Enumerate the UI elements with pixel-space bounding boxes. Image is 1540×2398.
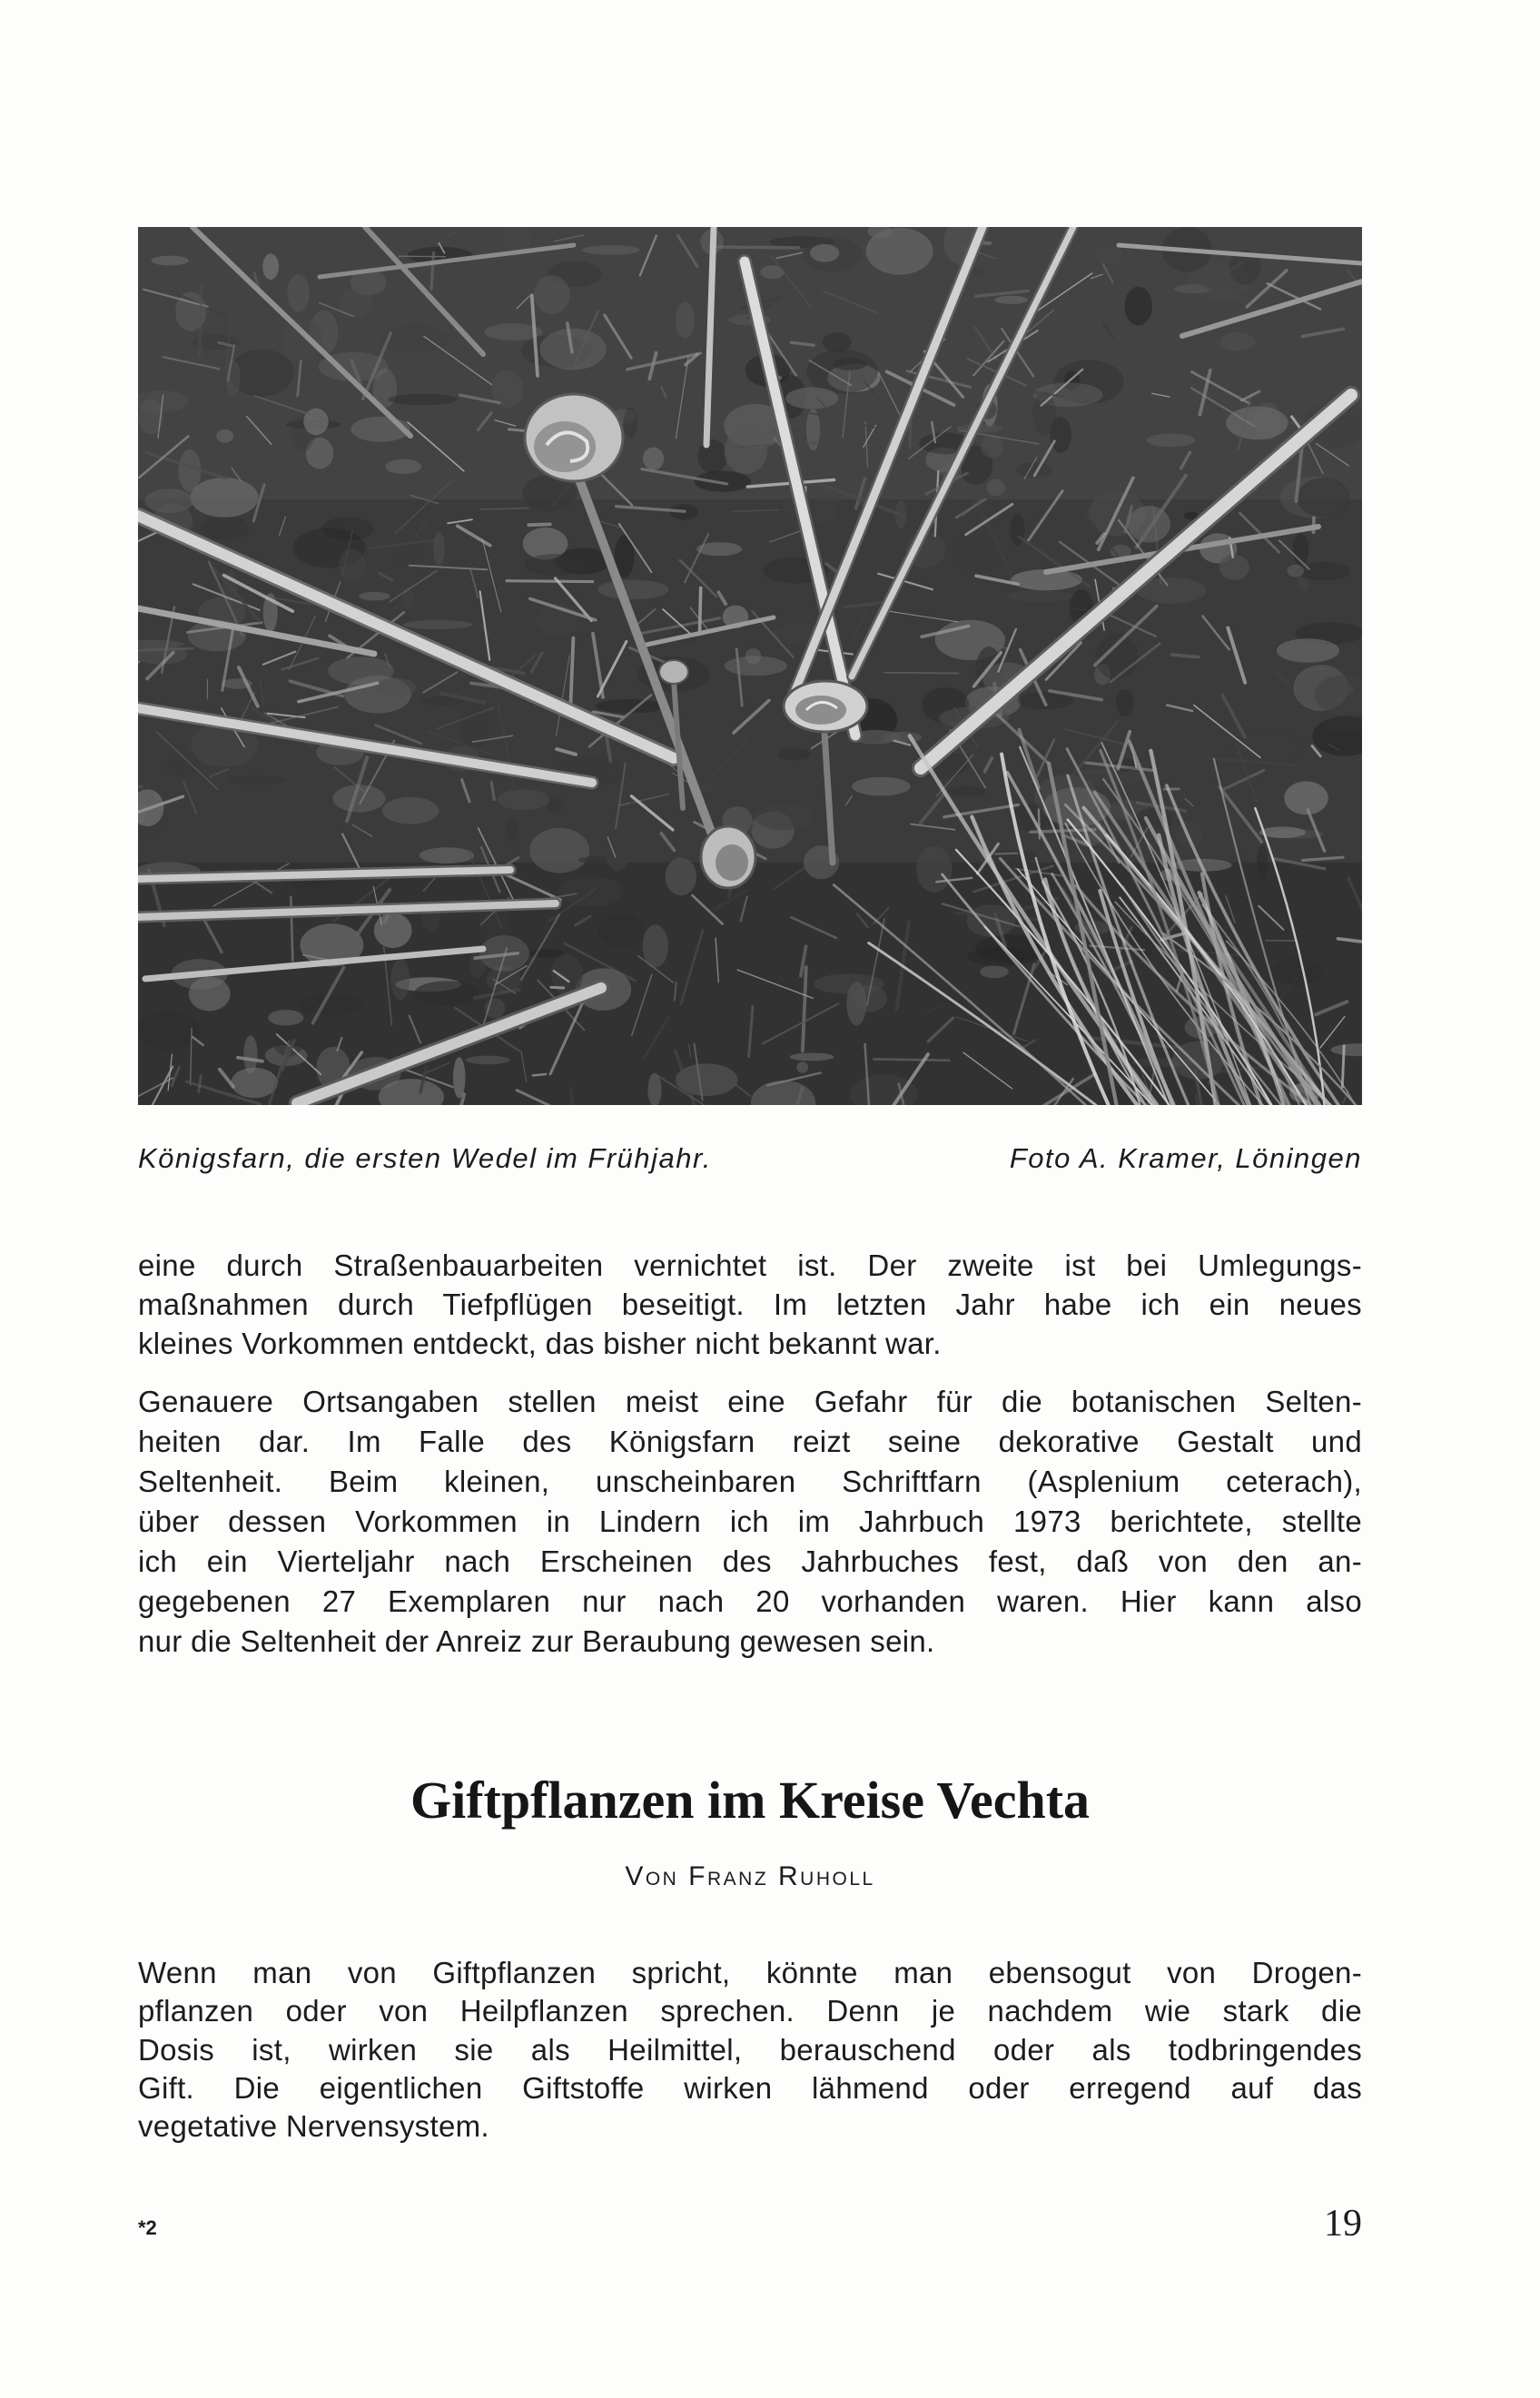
- moss-patch: [866, 228, 933, 275]
- moss-patch: [846, 982, 866, 1025]
- photo-credit: Foto A. Kramer, Löningen: [1009, 1142, 1362, 1174]
- moss-patch: [666, 858, 697, 895]
- moss-patch: [1272, 958, 1323, 985]
- moss-patch: [403, 620, 473, 629]
- moss-patch: [1010, 514, 1024, 546]
- twig: [533, 1074, 546, 1076]
- moss-patch: [268, 1010, 303, 1025]
- moss-patch: [725, 428, 767, 474]
- article-title: Giftpflanzen im Kreise Vechta: [410, 1771, 1091, 1830]
- moss-patch: [381, 324, 448, 353]
- moss-patch: [1124, 287, 1152, 326]
- moss-patch: [947, 786, 985, 796]
- fern-photograph: [138, 227, 1362, 1105]
- page-number: 19: [1324, 2203, 1362, 2245]
- twig: [480, 508, 528, 510]
- moss-patch: [281, 318, 322, 363]
- moss-patch: [994, 296, 1028, 304]
- moss-patch: [1146, 434, 1195, 448]
- moss-patch: [299, 994, 362, 1015]
- moss-patch: [737, 995, 787, 1034]
- moss-patch: [529, 828, 589, 873]
- moss-patch: [231, 1068, 277, 1099]
- moss-patch: [287, 274, 309, 312]
- moss-patch: [1174, 284, 1211, 293]
- moss-patch: [1116, 689, 1133, 716]
- moss-patch: [697, 439, 726, 474]
- moss-patch: [1297, 478, 1349, 517]
- twig: [200, 285, 202, 355]
- moss-patch: [388, 394, 457, 406]
- moss-patch: [676, 301, 695, 338]
- photo-image: [138, 227, 1362, 1105]
- moss-patch: [138, 400, 163, 435]
- moss-patch: [810, 244, 839, 262]
- moss-patch: [624, 408, 638, 439]
- text-line: über dessen Vorkommen in Lindern ich im Jahrbuch 1973 berichtete, stellte: [138, 1505, 1362, 1538]
- twig: [399, 256, 446, 257]
- text-line: Genauere Ortsangaben stellen meist eine Gefahr für die botanischen Selten-: [138, 1385, 1362, 1418]
- text-line: nur die Seltenheit der Anreiz zur Beraubung gewesen sein.: [138, 1624, 935, 1658]
- moss-patch: [597, 580, 668, 600]
- moss-patch: [1006, 590, 1074, 601]
- moss-patch: [582, 245, 640, 255]
- article-byline: Von Franz Ruholl: [625, 1861, 875, 1891]
- moss-patch: [785, 388, 838, 410]
- moss-patch: [755, 804, 814, 830]
- moss-patch: [1032, 391, 1056, 437]
- moss-patch: [453, 1057, 466, 1098]
- moss-patch: [980, 965, 1009, 978]
- moss-patch: [1277, 638, 1339, 663]
- fern-crosier: [525, 394, 623, 481]
- text-line: Gift. Die eigentlichen Giftstoffe wirken lähmend oder erregend auf das: [138, 2070, 1362, 2105]
- signature-mark: *2: [138, 2216, 157, 2239]
- text-line: Wenn man von Giftpflanzen spricht, könnte man ebensogut von Drogen-: [138, 1956, 1362, 1989]
- moss-patch: [469, 951, 485, 978]
- moss-patch: [390, 958, 410, 1000]
- moss-patch: [397, 543, 417, 566]
- moss-patch: [303, 409, 328, 435]
- moss-patch: [402, 587, 414, 609]
- moss-patch: [1257, 845, 1268, 880]
- moss-patch: [986, 479, 1004, 497]
- twig: [507, 581, 593, 582]
- moss-patch: [498, 789, 550, 810]
- text-line: kleines Vorkommen entdeckt, das bisher nicht bekannt war.: [138, 1327, 942, 1360]
- moss-patch: [385, 459, 421, 474]
- moss-patch: [796, 1061, 808, 1073]
- moss-patch: [1287, 565, 1304, 577]
- moss-patch: [597, 913, 644, 947]
- twig: [528, 524, 550, 525]
- moss-patch: [694, 471, 751, 492]
- text-line: vegetative Nervensystem.: [138, 2109, 489, 2144]
- moss-patch: [1188, 673, 1217, 697]
- moss-patch: [382, 797, 439, 824]
- moss-patch: [359, 592, 390, 601]
- paragraph: [138, 1954, 1362, 2146]
- text-line: Seltenheit. Beim kleinen, unscheinbaren Schriftfarn (Asplenium ceterach),: [138, 1465, 1362, 1498]
- twig: [1342, 1046, 1344, 1088]
- moss-patch: [321, 518, 374, 540]
- moss-patch: [790, 1053, 834, 1061]
- moss-patch: [806, 350, 877, 394]
- moss-patch: [534, 275, 570, 313]
- moss-patch: [1284, 781, 1328, 814]
- moss-patch: [145, 488, 194, 513]
- moss-patch: [1177, 821, 1202, 848]
- text-line: eine durch Straßenbauarbeiten vernichtet ist. Der zweite ist bei Umlegungs-: [138, 1248, 1362, 1282]
- text-line: heiten dar. Im Falle des Königsfarn reizt seine dekorative Gestalt und: [138, 1425, 1362, 1458]
- moss-patch: [414, 981, 481, 1005]
- moss-patch: [981, 435, 1003, 458]
- moss-patch: [525, 554, 587, 576]
- crosier-coil: [716, 844, 748, 881]
- moss-patch: [1219, 555, 1249, 580]
- moss-patch: [466, 1056, 510, 1065]
- moss-patch: [1220, 332, 1256, 351]
- text-line: gegebenen 27 Exemplaren nur nach 20 vorhanden waren. Hier kann also: [138, 1584, 1362, 1618]
- moss-patch: [506, 818, 519, 842]
- moss-patch: [374, 678, 416, 697]
- moss-patch: [433, 532, 445, 566]
- paragraph: [138, 1382, 1362, 1662]
- moss-patch: [990, 850, 1037, 864]
- twig: [884, 673, 959, 674]
- moss-patch: [1128, 506, 1170, 542]
- twig: [874, 1059, 949, 1060]
- moss-patch: [823, 332, 852, 352]
- moss-patch: [643, 448, 664, 470]
- moss-patch: [778, 748, 812, 760]
- text-line: pflanzen oder von Heilpflanzen sprechen. Denn je nachdem wie stark die: [138, 1994, 1362, 2028]
- text-line: maßnahmen durch Tiefpflügen beseitigt. Im letzten Jahr habe ich ein neues: [138, 1288, 1362, 1321]
- text-line: Dosis ist, wirken sie als Heilmittel, berauschend oder als todbringendes: [138, 2032, 1362, 2067]
- moss-patch: [834, 358, 866, 370]
- photo-caption: Königsfarn, die ersten Wedel im Frühjahr.: [138, 1142, 712, 1174]
- crosier-coil: [795, 696, 846, 725]
- twig: [910, 421, 911, 448]
- moss-patch: [190, 478, 258, 518]
- moss-patch: [216, 429, 233, 443]
- twig: [1039, 810, 1040, 839]
- paragraph: [138, 1246, 1362, 1363]
- moss-patch: [227, 775, 287, 785]
- moss-patch: [852, 777, 910, 796]
- moss-patch: [374, 913, 412, 949]
- moss-patch: [165, 758, 196, 775]
- twig: [700, 588, 701, 635]
- twig: [714, 247, 798, 248]
- fern-crosier: [784, 681, 867, 732]
- moss-patch: [952, 533, 998, 575]
- moss-patch: [916, 846, 952, 893]
- twig: [551, 987, 564, 988]
- moss-patch: [1226, 406, 1288, 439]
- moss-patch: [189, 977, 231, 1012]
- moss-patch: [643, 924, 668, 967]
- moss-patch: [152, 256, 189, 266]
- text-line: ich ein Vierteljahr nach Erscheinen des Jahrbuches fest, daß von den an-: [138, 1544, 1362, 1578]
- moss-patch: [420, 847, 474, 863]
- moss-patch: [262, 253, 279, 280]
- fern-crosier: [701, 826, 755, 888]
- moss-patch: [725, 656, 787, 676]
- moss-patch: [333, 785, 386, 812]
- fern-crosier-small: [659, 660, 688, 684]
- moss-patch: [201, 516, 249, 541]
